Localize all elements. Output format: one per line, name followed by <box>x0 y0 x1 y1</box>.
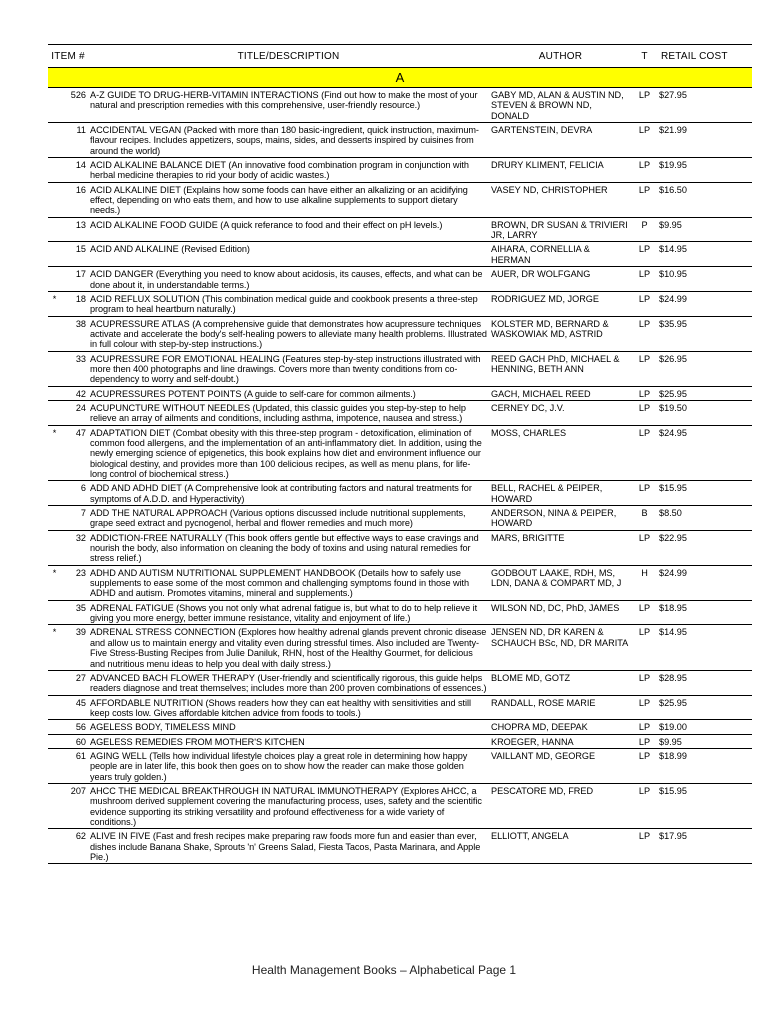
row-author: GABY MD, ALAN & AUSTIN ND, STEVEN & BROWN ND, DONALD <box>489 88 632 123</box>
row-retail-price: $8.50 <box>657 506 752 531</box>
row-author: ANDERSON, NINA & PEIPER, HOWARD <box>489 506 632 531</box>
table-body <box>48 88 752 864</box>
row-author: GARTENSTEIN, DEVRA <box>489 123 632 158</box>
row-retail-price: $19.95 <box>657 158 752 183</box>
row-title: AHCC THE MEDICAL BREAKTHROUGH IN NATURAL IMMUNOTHERAPY <box>90 785 399 796</box>
row-star-marker <box>48 182 61 217</box>
row-title: AGELESS BODY, TIMELESS MIND <box>90 722 236 733</box>
row-title: ACID REFLUX SOLUTION <box>90 293 200 304</box>
header-author: AUTHOR <box>489 45 632 68</box>
row-title-description <box>88 242 489 267</box>
row-type: LP <box>632 267 657 292</box>
section-header <box>48 68 752 88</box>
row-item-number: 38 <box>61 316 88 351</box>
header-item: ITEM # <box>48 45 88 68</box>
row-item-number: 16 <box>61 182 88 217</box>
row-star-marker <box>48 506 61 531</box>
row-description: (Tells how individual lifestyle choices play a great role in determining how happy people are in later life, this book then goes on to show how the reader can make those golden years truly golden.) <box>90 750 468 782</box>
row-title: ADVANCED BACH FLOWER THERAPY <box>90 672 255 683</box>
row-author: BELL, RACHEL & PEIPER, HOWARD <box>489 481 632 506</box>
row-title-description <box>88 600 489 625</box>
row-retail-price: $10.95 <box>657 267 752 292</box>
row-title-description <box>88 720 489 734</box>
price-list-sheet <box>48 44 752 864</box>
row-title: ADD AND ADHD DIET <box>90 483 182 494</box>
section-letter: A <box>48 68 752 88</box>
page-footer: Health Management Books – Alphabetical Page 1 <box>251 963 517 977</box>
table-row <box>48 748 752 783</box>
row-author: JENSEN ND, DR KAREN & SCHAUCH BSc, ND, DR MARITA <box>489 625 632 670</box>
row-title-description <box>88 158 489 183</box>
table-row <box>48 720 752 734</box>
row-type: LP <box>632 182 657 217</box>
row-retail-price: $17.95 <box>657 829 752 864</box>
row-title-description <box>88 182 489 217</box>
row-title: ACID ALKALINE FOOD GUIDE <box>90 219 218 230</box>
row-title-description <box>88 123 489 158</box>
row-description: (A Comprehensive look at contributing factors and natural treatments for symptoms of A.D.D. and Hyperactivity) <box>90 483 472 504</box>
row-retail-price: $15.95 <box>657 481 752 506</box>
row-type: LP <box>632 158 657 183</box>
row-type: LP <box>632 783 657 828</box>
row-author: REED GACH PhD, MICHAEL & HENNING, BETH ANN <box>489 351 632 386</box>
row-item-number: 207 <box>61 783 88 828</box>
row-star-marker <box>48 400 61 425</box>
table-row <box>48 625 752 670</box>
row-retail-price: $24.99 <box>657 565 752 600</box>
row-author: VAILLANT MD, GEORGE <box>489 748 632 783</box>
row-star-marker <box>48 123 61 158</box>
row-type: LP <box>632 530 657 565</box>
row-item-number: 62 <box>61 829 88 864</box>
row-star-marker <box>48 267 61 292</box>
row-description: (This book offers gentle but effective ways to ease cravings and nourish the body, also information on cleaning the body of toxins and using natural remedies for stress relief.) <box>90 532 479 564</box>
row-retail-price: $16.50 <box>657 182 752 217</box>
row-title: A-Z GUIDE TO DRUG-HERB-VITAMIN INTERACTIONS <box>90 90 319 100</box>
row-author: PESCATORE MD, FRED <box>489 783 632 828</box>
row-author: DRURY KLIMENT, FELICIA <box>489 158 632 183</box>
row-item-number: 526 <box>61 88 88 123</box>
table-row <box>48 506 752 531</box>
row-item-number: 60 <box>61 734 88 748</box>
row-description: (Various options discussed include nutritional supplements, grape seed extract and pycnogenol, herbal and flower remedies and much more) <box>90 508 466 529</box>
row-type: LP <box>632 734 657 748</box>
row-author: RODRIGUEZ MD, JORGE <box>489 291 632 316</box>
row-type: LP <box>632 829 657 864</box>
row-title: ALIVE IN FIVE <box>90 831 151 842</box>
row-title: ACID AND ALKALINE <box>90 244 179 255</box>
row-title: ADRENAL STRESS CONNECTION <box>90 627 236 638</box>
table-row <box>48 386 752 400</box>
row-description: (A guide to self-care for common ailments.) <box>241 388 416 399</box>
row-author: BROWN, DR SUSAN & TRIVIERI JR, LARRY <box>489 217 632 242</box>
table-row <box>48 217 752 242</box>
row-type: LP <box>632 400 657 425</box>
row-title-description <box>88 291 489 316</box>
table-row <box>48 400 752 425</box>
row-star-marker <box>48 720 61 734</box>
row-author: AUER, DR WOLFGANG <box>489 267 632 292</box>
row-star-marker: * <box>48 625 61 670</box>
row-star-marker <box>48 530 61 565</box>
table-row <box>48 530 752 565</box>
row-item-number: 14 <box>61 158 88 183</box>
row-author: BLOME MD, GOTZ <box>489 670 632 695</box>
row-type: LP <box>632 291 657 316</box>
row-star-marker <box>48 316 61 351</box>
row-author: WILSON ND, DC, PhD, JAMES <box>489 600 632 625</box>
row-description: (Shows readers how they can eat healthy with sensitivities and still keep costs low. Gives affordable kitchen advice from foods to tools.) <box>90 697 471 718</box>
row-description: (Everything you need to know about acidosis, its causes, effects, and what can be done about it, in understandable terms.) <box>90 269 483 290</box>
row-item-number: 45 <box>61 695 88 720</box>
table-row <box>48 242 752 267</box>
row-retail-price: $21.99 <box>657 123 752 158</box>
row-title-description <box>88 530 489 565</box>
row-item-number: 13 <box>61 217 88 242</box>
row-item-number: 15 <box>61 242 88 267</box>
row-item-number: 6 <box>61 481 88 506</box>
table-row <box>48 600 752 625</box>
row-description: (Features step-by-step instructions illustrated with more then 400 photographs and line drawings. Covers more than twenty conditions from co-dependency to worry and self-doubt.) <box>90 353 481 385</box>
row-description: (Find out how to make the most of your natural and prescription remedies with this comprehensive, user-friendly resource.) <box>90 90 478 111</box>
table-row <box>48 481 752 506</box>
table-row <box>48 829 752 864</box>
row-title-description <box>88 748 489 783</box>
row-description: (Explores how healthy adrenal glands prevent chronic disease and allow us to maintain energy and vitality even during stressful times. Also included are Twenty-Five Stress-Busting Recipes from Julie Daniluk, RHN, host of the Healthy Gourmet, for delicious and nutritious menu ideas to help you deal with daily stress.) <box>90 627 487 669</box>
row-item-number: 27 <box>61 670 88 695</box>
row-retail-price: $25.95 <box>657 695 752 720</box>
row-description: (Combat obesity with this three-step program - detoxification, elimination of common food allergens, and the implementation of an anti-inflammatory diet. In addition, using the newly emerging science of epigenetics, this book explains how diet and environment influence our biological destiny, and provides more than 100 delicious recipes, as well as menu plans, for life-long control of biochemical stress.) <box>90 427 482 479</box>
row-item-number: 33 <box>61 351 88 386</box>
row-star-marker <box>48 158 61 183</box>
table-row <box>48 670 752 695</box>
row-retail-price: $25.95 <box>657 386 752 400</box>
row-retail-price: $18.99 <box>657 748 752 783</box>
row-author: VASEY ND, CHRISTOPHER <box>489 182 632 217</box>
row-retail-price: $28.95 <box>657 670 752 695</box>
row-star-marker <box>48 670 61 695</box>
table-row <box>48 565 752 600</box>
row-author: KROEGER, HANNA <box>489 734 632 748</box>
row-title: ACID DANGER <box>90 269 154 280</box>
row-retail-price: $19.00 <box>657 720 752 734</box>
row-retail-price: $14.95 <box>657 625 752 670</box>
row-type: LP <box>632 88 657 123</box>
row-type: LP <box>632 600 657 625</box>
row-type: LP <box>632 386 657 400</box>
row-type: P <box>632 217 657 242</box>
row-type: LP <box>632 242 657 267</box>
row-title: ADD THE NATURAL APPROACH <box>90 508 228 519</box>
row-title-description <box>88 217 489 242</box>
row-title-description <box>88 734 489 748</box>
row-retail-price: $35.95 <box>657 316 752 351</box>
row-item-number: 11 <box>61 123 88 158</box>
row-title-description <box>88 267 489 292</box>
row-description: (Details how to safely use supplements to ease some of the most common and challenging symptoms found in those with ADHD and autism. Promotes vitamins, mineral and supplements.) <box>90 567 470 599</box>
table-row <box>48 783 752 828</box>
row-type: LP <box>632 123 657 158</box>
row-star-marker <box>48 734 61 748</box>
table-row <box>48 123 752 158</box>
row-title: ACUPRESSURE FOR EMOTIONAL HEALING <box>90 353 280 364</box>
row-star-marker <box>48 351 61 386</box>
row-type: LP <box>632 670 657 695</box>
row-author: RANDALL, ROSE MARIE <box>489 695 632 720</box>
table-row <box>48 182 752 217</box>
row-item-number: 23 <box>61 565 88 600</box>
row-star-marker <box>48 386 61 400</box>
row-author: CHOPRA MD, DEEPAK <box>489 720 632 734</box>
row-item-number: 47 <box>61 425 88 481</box>
row-description: (Fast and fresh recipes make preparing raw foods more fun and easier than ever, dishes include Banana Shake, Sprouts 'n' Greens Salad, Fiesta Tacos, Pasta Marinara, and Apple Pie.) <box>90 831 481 862</box>
row-star-marker <box>48 217 61 242</box>
row-retail-price: $24.95 <box>657 425 752 481</box>
row-type: LP <box>632 481 657 506</box>
row-star-marker <box>48 242 61 267</box>
row-title: ACCIDENTAL VEGAN <box>90 125 182 136</box>
table-row <box>48 425 752 481</box>
row-type: LP <box>632 316 657 351</box>
row-star-marker <box>48 88 61 123</box>
row-type: B <box>632 506 657 531</box>
row-author: GODBOUT LAAKE, RDH, MS, LDN, DANA & COMPART MD, J <box>489 565 632 600</box>
row-title-description <box>88 506 489 531</box>
row-author: AIHARA, CORNELLIA & HERMAN <box>489 242 632 267</box>
header-title: TITLE/DESCRIPTION <box>88 45 489 68</box>
row-title: ADHD AND AUTISM NUTRITIONAL SUPPLEMENT HANDBOOK <box>90 567 356 578</box>
table-row <box>48 291 752 316</box>
row-title-description <box>88 565 489 600</box>
row-title-description <box>88 670 489 695</box>
row-title-description <box>88 88 489 123</box>
row-description: (User-friendly and scientifically rigorous, this guide helps readers diagnose and treat themselves; includes more than 200 proven combinations of essences.) <box>90 672 487 694</box>
table-row <box>48 88 752 123</box>
row-type: LP <box>632 425 657 481</box>
row-title-description <box>88 386 489 400</box>
row-title: AGELESS REMEDIES FROM MOTHER'S KITCHEN <box>90 736 305 747</box>
row-retail-price: $9.95 <box>657 217 752 242</box>
row-description: (Updated, this classic guides you step-by-step to help relieve an array of ailments and conditions, including asthma, impotence, nausea and stress.) <box>90 402 466 424</box>
row-item-number: 35 <box>61 600 88 625</box>
row-retail-price: $22.95 <box>657 530 752 565</box>
row-star-marker <box>48 695 61 720</box>
row-description: (Shows you not only what adrenal fatigue is, but what to do to help relieve it giving you more energy, better immune resistance, vitality and enjoyment of life.) <box>90 602 478 624</box>
row-item-number: 39 <box>61 625 88 670</box>
row-title-description <box>88 625 489 670</box>
row-title: ACID ALKALINE DIET <box>90 184 181 195</box>
row-title: ADAPTATION DIET <box>90 427 171 438</box>
row-title-description <box>88 481 489 506</box>
header-price: RETAIL COST <box>657 45 752 68</box>
row-type: H <box>632 565 657 600</box>
row-retail-price: $15.95 <box>657 783 752 828</box>
row-title-description <box>88 400 489 425</box>
table-row <box>48 695 752 720</box>
table-row <box>48 734 752 748</box>
row-title-description <box>88 829 489 864</box>
table-row <box>48 351 752 386</box>
row-author: KOLSTER MD, BERNARD & WASKOWIAK MD, ASTRID <box>489 316 632 351</box>
book-table <box>48 44 752 864</box>
row-title: ACID ALKALINE BALANCE DIET <box>90 160 226 171</box>
row-retail-price: $26.95 <box>657 351 752 386</box>
row-type: LP <box>632 748 657 783</box>
row-description: (An innovative food combination program in conjunction with herbal medicine therapies to rid your body of acidic wastes.) <box>90 160 469 181</box>
row-item-number: 17 <box>61 267 88 292</box>
row-author: MOSS, CHARLES <box>489 425 632 481</box>
row-star-marker <box>48 481 61 506</box>
row-retail-price: $19.50 <box>657 400 752 425</box>
row-type: LP <box>632 351 657 386</box>
row-item-number: 32 <box>61 530 88 565</box>
table-row <box>48 158 752 183</box>
row-retail-price: $14.95 <box>657 242 752 267</box>
row-item-number: 42 <box>61 386 88 400</box>
row-star-marker <box>48 829 61 864</box>
row-item-number: 61 <box>61 748 88 783</box>
row-description: (Explains how some foods can have either an alkalizing or an acidifying effect, depending on who eats them, and how to use alkaline supplements to support dietary needs.) <box>90 184 468 216</box>
row-title-description <box>88 783 489 828</box>
row-title: ACUPRESSURE ATLAS <box>90 318 190 329</box>
row-description: (A quick referance to food and their effect on pH levels.) <box>217 219 443 230</box>
row-star-marker <box>48 600 61 625</box>
row-title: ACUPRESSURES POTENT POINTS <box>90 388 242 399</box>
row-author: MARS, BRIGITTE <box>489 530 632 565</box>
row-type: LP <box>632 720 657 734</box>
row-author: ELLIOTT, ANGELA <box>489 829 632 864</box>
row-description: (This combination medical guide and cookbook presents a three-step program to heal heartburn naturally.) <box>90 293 478 315</box>
row-star-marker <box>48 783 61 828</box>
table-header <box>48 45 752 68</box>
row-star-marker: * <box>48 425 61 481</box>
row-title: ADRENAL FATIGUE <box>90 602 174 613</box>
row-description: (Packed with more than 180 basic-ingredient, quick instruction, maximum-flavour recipes. Includes appetizers, soups, mains, sides, and desserts inspired by cuisines from around the world) <box>90 125 479 156</box>
row-retail-price: $27.95 <box>657 88 752 123</box>
row-title-description <box>88 695 489 720</box>
row-retail-price: $9.95 <box>657 734 752 748</box>
row-item-number: 56 <box>61 720 88 734</box>
header-type: T <box>632 45 657 68</box>
row-title-description <box>88 316 489 351</box>
row-description: (A comprehensive guide that demonstrates how acupressure techniques activate and accelerate the body's self-healing powers to alleviate many health problems. Illustrated in full colour with step-by-step instructions.) <box>90 318 487 350</box>
row-star-marker <box>48 748 61 783</box>
row-title: ACUPUNCTURE WITHOUT NEEDLES <box>90 402 251 413</box>
row-star-marker: * <box>48 291 61 316</box>
row-description: (Explores AHCC, a mushroom derived supplement covering the manufacturing process, uses, safety and the scientific evidence supporting its striking versatility and profound effectiveness for a wide variety of conditions.) <box>90 785 482 827</box>
row-item-number: 18 <box>61 291 88 316</box>
row-retail-price: $24.99 <box>657 291 752 316</box>
table-row <box>48 267 752 292</box>
row-star-marker: * <box>48 565 61 600</box>
row-description: (Revised Edition) <box>178 244 250 255</box>
row-type: LP <box>632 625 657 670</box>
row-item-number: 7 <box>61 506 88 531</box>
row-author: CERNEY DC, J.V. <box>489 400 632 425</box>
row-item-number: 24 <box>61 400 88 425</box>
row-title-description <box>88 425 489 481</box>
row-title-description <box>88 351 489 386</box>
row-title: AGING WELL <box>90 750 147 761</box>
row-title: ADDICTION-FREE NATURALLY <box>90 532 223 543</box>
row-retail-price: $18.95 <box>657 600 752 625</box>
row-title: AFFORDABLE NUTRITION <box>90 697 204 708</box>
table-row <box>48 316 752 351</box>
row-author: GACH, MICHAEL REED <box>489 386 632 400</box>
row-type: LP <box>632 695 657 720</box>
